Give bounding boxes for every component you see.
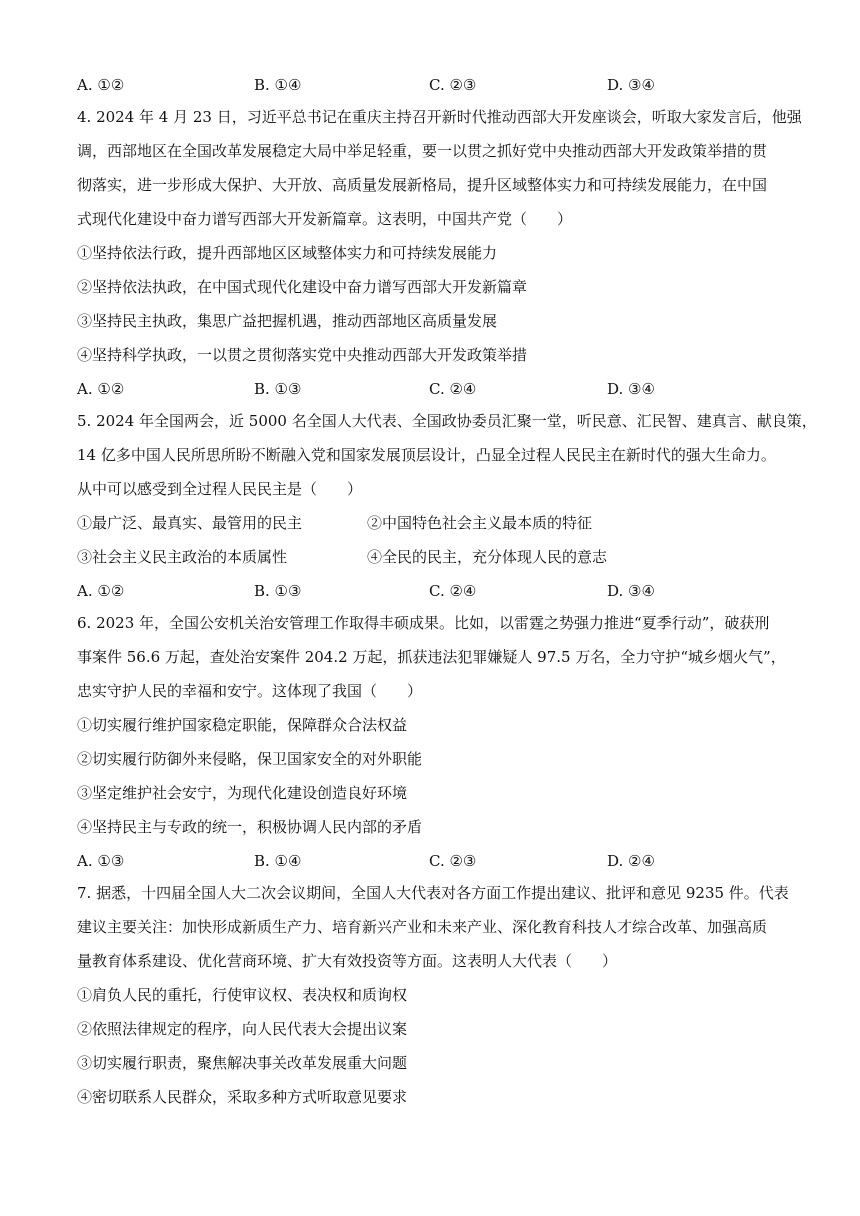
q3-choice-d[interactable]: D. ③④ xyxy=(607,76,655,94)
q4-stem-line-3: 彻落实，进一步形成大保护、大开放、高质量发展新格局，提升区域整体实力和可持续发展能力，在中国 xyxy=(77,176,768,194)
q7-stem-line-1: 7. 据悉，十四届全国人大二次会议期间，全国人大代表对各方面工作提出建议、批评和意见 9235 件。代表 xyxy=(77,884,789,902)
q3-choice-b[interactable]: B. ①④ xyxy=(254,76,302,94)
q6-option-4: ④坚持民主与专政的统一，积极协调人民内部的矛盾 xyxy=(77,818,423,836)
q6-choice-d[interactable]: D. ②④ xyxy=(607,852,655,870)
q4-choice-d[interactable]: D. ③④ xyxy=(607,380,655,398)
q4-option-2: ②坚持依法执政，在中国式现代化建设中奋力谱写西部大开发新篇章 xyxy=(77,278,528,296)
q5-choice-a[interactable]: A. ①② xyxy=(77,582,125,600)
q5-options-row-2 xyxy=(77,547,777,567)
q7-option-2: ②依照法律规定的程序，向人民代表大会提出议案 xyxy=(77,1020,408,1038)
q6-choices xyxy=(77,851,777,871)
q4-stem-line-4: 式现代化建设中奋力谱写西部大开发新篇章。这表明，中国共产党（ ） xyxy=(77,210,573,228)
q5-stem-line-2: 14 亿多中国人民所思所盼不断融入党和国家发展顶层设计，凸显全过程人民民主在新时代的强大生命力。 xyxy=(77,446,776,464)
q6-option-2: ②切实履行防御外来侵略，保卫国家安全的对外职能 xyxy=(77,750,423,768)
q6-choice-a[interactable]: A. ①③ xyxy=(77,852,125,870)
q5-option-1: ①最广泛、最真实、最管用的民主 xyxy=(77,514,303,532)
q5-choice-b[interactable]: B. ①③ xyxy=(254,582,302,600)
q6-option-3: ③坚定维护社会安宁，为现代化建设创造良好环境 xyxy=(77,784,408,802)
q7-option-1: ①肩负人民的重托，行使审议权、表决权和质询权 xyxy=(77,986,408,1004)
q4-choice-b[interactable]: B. ①③ xyxy=(254,380,302,398)
q3-choice-c[interactable]: C. ②③ xyxy=(429,76,477,94)
q4-choices xyxy=(77,379,777,399)
q5-choice-c[interactable]: C. ②④ xyxy=(429,582,477,600)
q6-stem-line-1: 6. 2023 年，全国公安机关治安管理工作取得丰硕成果。比如，以雷霆之势强力推进“夏季行动”，破获刑 xyxy=(77,614,770,632)
q3-choices xyxy=(77,75,777,95)
q5-choices xyxy=(77,581,777,601)
q5-choice-d[interactable]: D. ③④ xyxy=(607,582,655,600)
q4-choice-a[interactable]: A. ①② xyxy=(77,380,125,398)
q4-choice-c[interactable]: C. ②④ xyxy=(429,380,477,398)
q4-option-3: ③坚持民主执政，集思广益把握机遇，推动西部地区高质量发展 xyxy=(77,312,498,330)
q7-stem-line-2: 建议主要关注：加快形成新质生产力、培育新兴产业和未来产业、深化教育科技人才综合改革、加强高质 xyxy=(77,918,768,936)
q6-choice-c[interactable]: C. ②③ xyxy=(429,852,477,870)
q5-option-3: ③社会主义民主政治的本质属性 xyxy=(77,548,288,566)
q7-option-3: ③切实履行职责，聚焦解决事关改革发展重大问题 xyxy=(77,1054,408,1072)
q5-stem-line-3: 从中可以感受到全过程人民民主是（ ） xyxy=(77,480,363,498)
q7-stem-line-3: 量教育体系建设、优化营商环境、扩大有效投资等方面。这表明人大代表（ ） xyxy=(77,952,618,970)
q4-option-1: ①坚持依法行政，提升西部地区区域整体实力和可持续发展能力 xyxy=(77,244,498,262)
q5-option-2: ②中国特色社会主义最本质的特征 xyxy=(367,514,593,532)
q7-option-4: ④密切联系人民群众，采取多种方式听取意见要求 xyxy=(77,1088,408,1106)
q3-choice-a[interactable]: A. ①② xyxy=(77,76,125,94)
q5-options-row-1 xyxy=(77,513,777,533)
q6-stem-line-3: 忠实守护人民的幸福和安宁。这体现了我国（ ） xyxy=(77,682,423,700)
q6-stem-line-2: 事案件 56.6 万起，查处治安案件 204.2 万起，抓获违法犯罪嫌疑人 97.5 万名，全力守护“城乡烟火气”， xyxy=(77,648,786,666)
q5-option-4: ④全民的民主，充分体现人民的意志 xyxy=(367,548,608,566)
q6-choice-b[interactable]: B. ①④ xyxy=(254,852,302,870)
q4-stem-line-2: 调，西部地区在全国改革发展稳定大局中举足轻重，要一以贯之抓好党中央推动西部大开发政策举措的贯 xyxy=(77,142,768,160)
q4-stem-line-1: 4. 2024 年 4 月 23 日，习近平总书记在重庆主持召开新时代推动西部大开发座谈会，听取大家发言后，他强 xyxy=(77,108,802,126)
q5-stem-line-1: 5. 2024 年全国两会，近 5000 名全国人大代表、全国政协委员汇聚一堂，听民意、汇民智、建真言、献良策， xyxy=(77,412,817,430)
q6-option-1: ①切实履行维护国家稳定职能，保障群众合法权益 xyxy=(77,716,408,734)
q4-option-4: ④坚持科学执政，一以贯之贯彻落实党中央推动西部大开发政策举措 xyxy=(77,346,528,364)
